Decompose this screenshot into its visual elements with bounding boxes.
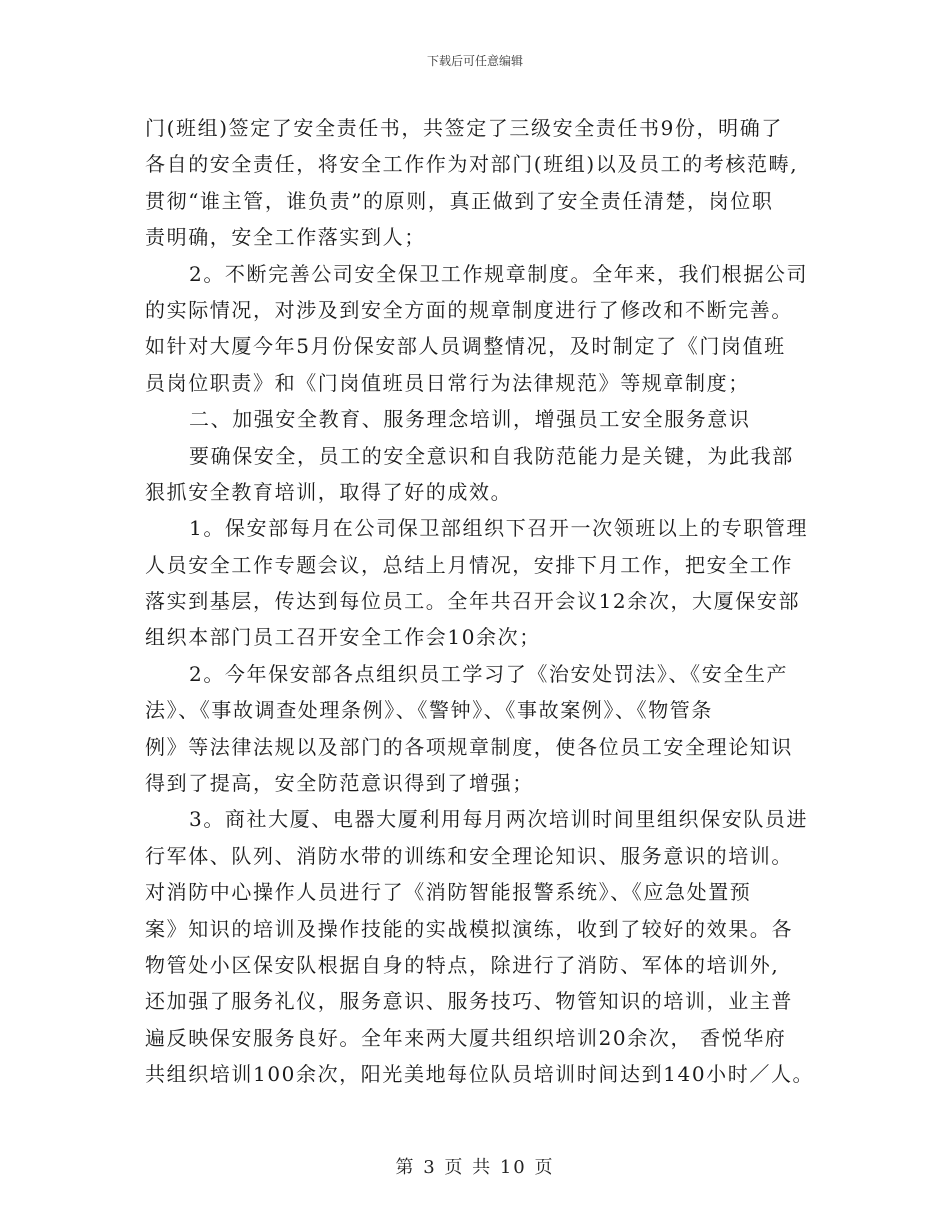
text-line: 如针对大厦今年5月份保安部人员调整情况，及时制定了《门岗值班 (145, 334, 786, 359)
text-line: 3。商社大厦、电器大厦利用每月两次培训时间里组织保安队员进 (189, 807, 809, 832)
text-line: 员岗位职责》和《门岗值班员日常行为法律规范》等规章制度； (145, 370, 750, 395)
text-line: 例》等法律法规以及部门的各项规章制度，使各位员工安全理论知识 (145, 734, 793, 759)
text-line: 法》、《事故调查处理条例》、《警钟》、《事故案例》、《物管条 (145, 698, 713, 723)
text-line: 的实际情况，对涉及到安全方面的规章制度进行了修改和不断完善。 (145, 297, 793, 322)
text-line: 案》知识的培训及操作技能的实战模拟演练，收到了较好的效果。各 (145, 916, 793, 941)
page-header: 下载后可任意编辑 (426, 54, 523, 68)
text-line: 人员安全工作专题会议，总结上月情况，安排下月工作，把安全工作 (145, 552, 793, 577)
text-line: 2。今年保安部各点组织员工学习了《治安处罚法》、《安全生产 (189, 661, 789, 686)
text-line: 要确保安全，员工的安全意识和自我防范能力是关键，为此我部 (189, 443, 794, 468)
text-line: 1。保安部每月在公司保卫部组织下召开一次领班以上的专职管理 (189, 516, 809, 541)
text-line: 遍反映保安服务良好。全年来两大厦共组织培训20余次， 香悦华府 (145, 1025, 787, 1050)
text-line: 落实到基层，传达到每位员工。全年共召开会议12余次，大厦保安部 (145, 589, 801, 614)
text-line: 贯彻“谁主管，谁负责”的原则，真正做到了安全责任清楚，岗位职 (145, 188, 774, 213)
text-line: 门(班组)签定了安全责任书，共签定了三级安全责任书9份，明确了 (145, 116, 783, 140)
text-line: 责明确，安全工作落实到人； (145, 225, 426, 250)
document-body (145, 110, 815, 1093)
text-line: 组织本部门员工召开安全工作会10余次； (145, 625, 541, 650)
text-line: 二、加强安全教育、服务理念培训，增强员工安全服务意识 (189, 407, 751, 432)
text-line: 各自的安全责任，将安全工作作为对部门(班组)以及员工的考核范畴, (145, 152, 799, 177)
text-line: 狠抓安全教育培训，取得了好的成效。 (145, 479, 513, 504)
text-line: 物管处小区保安队根据自身的特点，除进行了消防、军体的培训外, (145, 952, 780, 977)
page-number-footer: 第 3 页 共 10 页 (395, 1157, 555, 1178)
text-line: 2。不断完善公司安全保卫工作规章制度。全年来，我们根据公司 (189, 261, 809, 286)
text-line: 行军体、队列、消防水带的训练和安全理论知识、服务意识的培训。 (145, 843, 793, 868)
text-line: 还加强了服务礼仪，服务意识、服务技巧、物管知识的培训，业主普 (145, 989, 793, 1014)
text-line: 得到了提高，安全防范意识得到了增强； (145, 771, 534, 796)
text-line: 对消防中心操作人员进行了《消防智能报警系统》、《应急处置预 (145, 880, 752, 905)
text-line: 共组织培训100余次，阳光美地每位队员培训时间达到140小时／人。 (145, 1062, 815, 1087)
